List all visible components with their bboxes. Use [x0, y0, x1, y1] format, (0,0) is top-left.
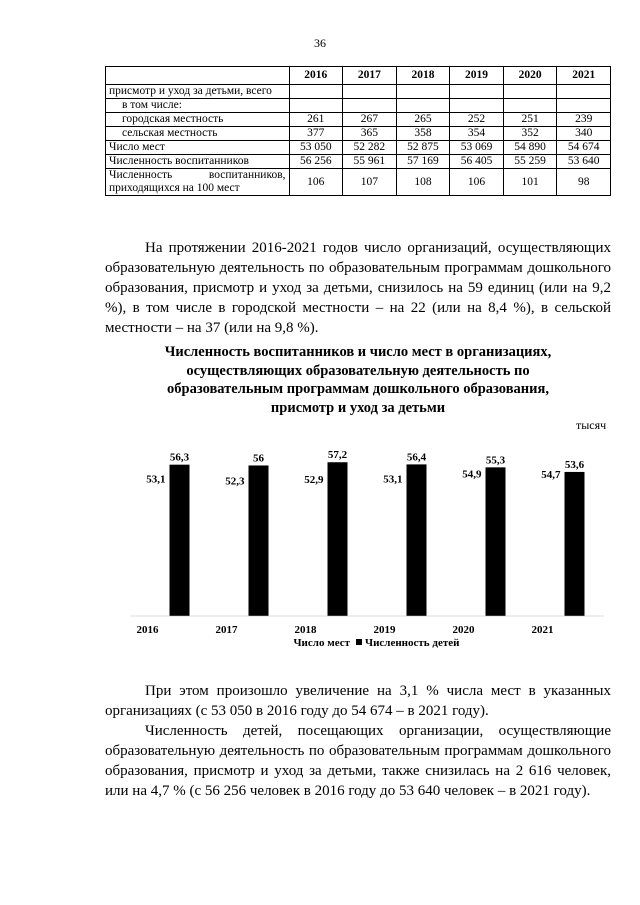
table-cell: 53 050: [289, 141, 343, 155]
table-cell: 56 405: [450, 155, 504, 169]
table-cell: 101: [503, 169, 557, 196]
table-cell: 261: [289, 113, 343, 127]
statistics-table: [105, 66, 611, 196]
table-cell: 106: [289, 169, 343, 196]
table-header-year: 2018: [396, 67, 450, 85]
table-cell: [503, 99, 557, 113]
page-number: 36: [314, 36, 326, 50]
table-cell: [396, 85, 450, 99]
bar-places: [229, 475, 249, 616]
row-label: Численность воспитанников, приходящихся на 100 мест: [106, 169, 290, 196]
table-cell: [289, 99, 343, 113]
x-tick-label: 2016: [136, 624, 159, 636]
data-label-places: 52,9: [304, 473, 324, 486]
paragraph-text: При этом произошло увеличение на 3,1 % числа мест в указанных организациях (с 53 050 в 2016 году до 54 674 – в 2021 году).: [105, 683, 611, 719]
table-cell: 106: [450, 169, 504, 196]
table-row: [106, 169, 611, 196]
chart-title-line: Численность воспитанников и число мест в организациях,: [164, 344, 552, 360]
table-cell: 352: [503, 127, 557, 141]
table-header-year: 2020: [503, 67, 557, 85]
table-header-year: 2017: [343, 67, 397, 85]
table-cell: 267: [343, 113, 397, 127]
table-cell: 108: [396, 169, 450, 196]
table-cell: 57 169: [396, 155, 450, 169]
table-header-year: 2016: [289, 67, 343, 85]
table-cell: [343, 85, 397, 99]
table-cell: 340: [557, 127, 611, 141]
table-row: [106, 85, 611, 99]
paragraph-organizations: [105, 238, 611, 338]
table-row: [106, 99, 611, 113]
table-cell: 107: [343, 169, 397, 196]
data-label-places: 54,7: [541, 468, 561, 481]
chart-title-line: образовательным программам дошкольного образования,: [167, 381, 549, 397]
chart-unit-label: тысяч: [576, 418, 607, 432]
table-cell: 56 256: [289, 155, 343, 169]
x-tick-label: 2018: [294, 624, 317, 636]
table-cell: [450, 99, 504, 113]
table-row: [106, 155, 611, 169]
bar-children: [328, 462, 348, 616]
chart-title-line: осуществляющих образовательную деятельность по: [186, 362, 530, 379]
table-cell: 52 282: [343, 141, 397, 155]
legend-label-places: Число мест: [293, 637, 350, 649]
data-label-places: 53,1: [383, 473, 403, 486]
table-cell: 55 259: [503, 155, 557, 169]
table-row: [106, 113, 611, 127]
bar-children: [565, 472, 585, 616]
chart-title-line: присмотр и уход за детьми: [270, 399, 446, 416]
table-cell: 251: [503, 113, 557, 127]
bar-children: [407, 464, 427, 616]
table-cell: 98: [557, 169, 611, 196]
bar-places: [150, 473, 170, 616]
table-header-row: [106, 67, 611, 85]
x-tick-label: 2017: [215, 624, 238, 636]
table-cell: 365: [343, 127, 397, 141]
bar-places: [466, 468, 486, 616]
data-label-children: 53,6: [564, 458, 585, 471]
table-row: [106, 127, 611, 141]
bar-children: [486, 467, 506, 616]
data-label-children: 55,3: [485, 454, 506, 467]
table-cell: 239: [557, 113, 611, 127]
table-cell: 54 890: [503, 141, 557, 155]
table-cell: 354: [450, 127, 504, 141]
table-cell: [343, 99, 397, 113]
paragraph-places-increase: [105, 681, 611, 801]
table-cell: 252: [450, 113, 504, 127]
table-cell: [396, 99, 450, 113]
legend-label-children: Численность детей: [365, 637, 460, 649]
table-cell: 55 961: [343, 155, 397, 169]
table-cell: [289, 85, 343, 99]
data-label-children: 57,2: [327, 449, 348, 462]
table-header-year: 2019: [450, 67, 504, 85]
table-cell: 377: [289, 127, 343, 141]
table-cell: [557, 85, 611, 99]
table-cell: 52 875: [396, 141, 450, 155]
legend-swatch-children: [356, 639, 362, 645]
table-cell: 358: [396, 127, 450, 141]
table-row: [106, 141, 611, 155]
x-tick-label: 2020: [452, 624, 475, 636]
row-label: Численность воспитанников: [106, 155, 290, 169]
table-header-blank: [106, 67, 290, 85]
row-label: сельская местность: [106, 127, 290, 141]
chart-title: [105, 343, 611, 417]
table-cell: [503, 85, 557, 99]
data-label-places: 54,9: [462, 468, 482, 481]
paragraph-text: На протяжении 2016-2021 годов число организаций, осуществляющих образовательную деятельность по образовательным программам дошкольного образования, присмотр и уход за детьми, снизилось на 59 единиц (или на 9,2 %), в том числе в городской местности – на 22 (или на 8,4 %), в сельской местности – на 37 (или на 9,8 %).: [105, 240, 611, 336]
bar-places: [308, 474, 328, 616]
table-cell: 53 640: [557, 155, 611, 169]
row-label: в том числе:: [106, 99, 290, 113]
data-label-children: 56: [253, 452, 264, 465]
data-label-children: 56,3: [169, 451, 190, 464]
row-label: присмотр и уход за детьми, всего: [106, 85, 290, 99]
row-label: городская местность: [106, 113, 290, 127]
paragraph-text: Численность детей, посещающих организации, осуществляющие образовательную деятельность по образовательным программам дошкольного образования, присмотр и уход за детьми, также снизилась на 2 616 человек, или на 4,7 % (с 56 256 человек в 2016 году до 53 640 человек – в 2021 году).: [105, 723, 611, 799]
table-cell: [557, 99, 611, 113]
data-label-children: 56,4: [406, 451, 427, 464]
bar-places: [387, 473, 407, 616]
data-label-places: 52,3: [225, 475, 245, 488]
data-label-places: 53,1: [146, 473, 166, 486]
table-header-year: 2021: [557, 67, 611, 85]
bar-chart: [100, 430, 620, 668]
x-tick-label: 2019: [373, 624, 396, 636]
table-cell: 265: [396, 113, 450, 127]
table-cell: 54 674: [557, 141, 611, 155]
table-cell: 53 069: [450, 141, 504, 155]
row-label: Число мест: [106, 141, 290, 155]
bar-children: [249, 465, 269, 616]
bar-places: [545, 469, 565, 616]
x-tick-label: 2021: [531, 624, 554, 636]
bar-children: [170, 465, 190, 616]
table-cell: [450, 85, 504, 99]
